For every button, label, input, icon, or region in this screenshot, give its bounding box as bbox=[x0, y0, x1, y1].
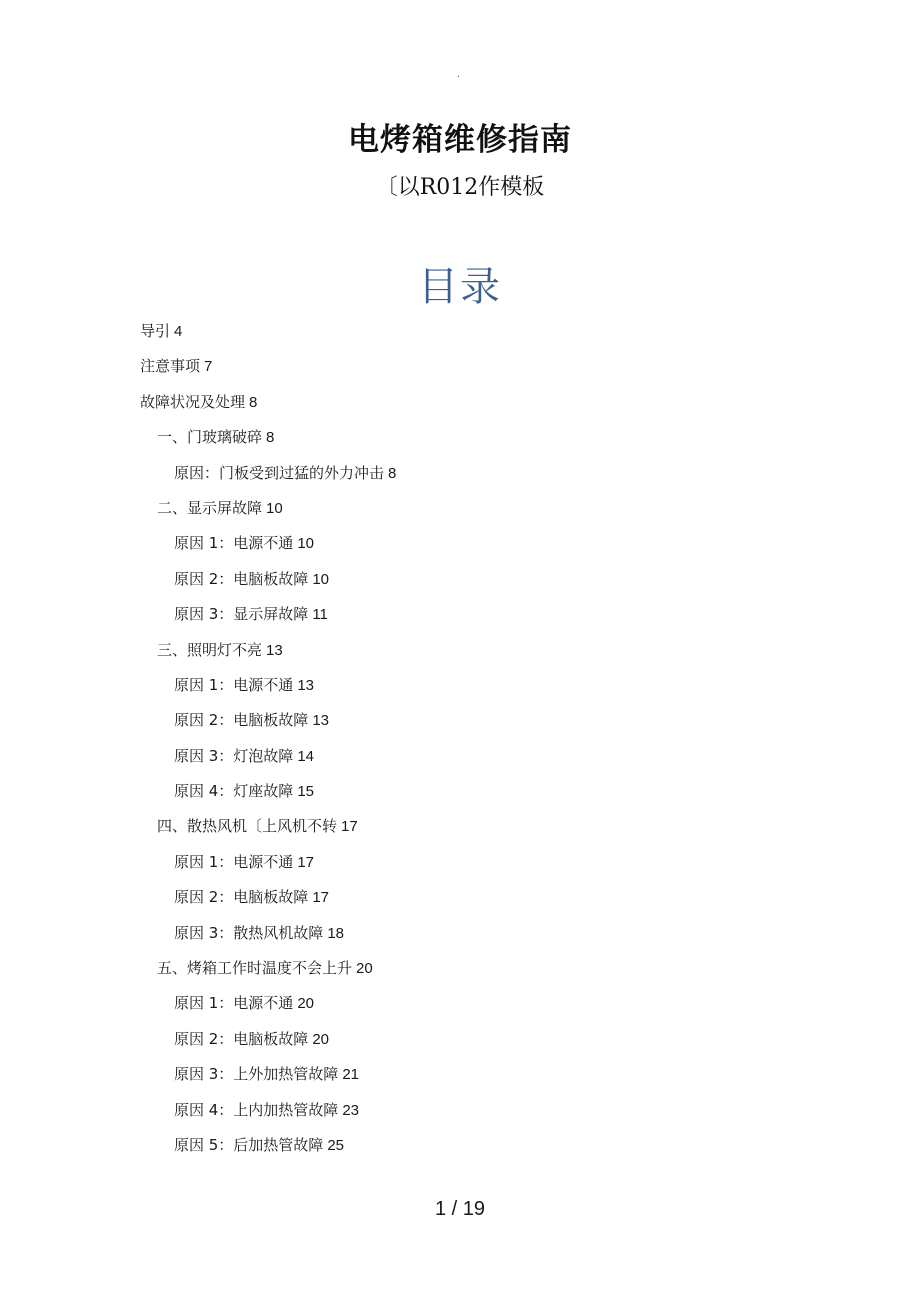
toc-entry-text: 原因 3：灯泡故障 bbox=[174, 746, 294, 765]
toc-entry-page: 13 bbox=[266, 641, 283, 659]
toc-entry-page: 4 bbox=[174, 323, 183, 340]
toc-entry[interactable] bbox=[0, 1061, 920, 1096]
page-number: 1 / 19 bbox=[434, 1198, 486, 1220]
toc-entry-text: 四、散热风机〔上风机不转 bbox=[157, 817, 338, 836]
toc-entry-page: 17 bbox=[312, 889, 329, 907]
table-of-contents bbox=[0, 318, 920, 1167]
toc-entry-page: 13 bbox=[297, 676, 314, 694]
toc-entry-text: 二、显示屏故障 bbox=[157, 498, 263, 517]
toc-entry-text: 原因：门板受到过猛的外力冲击 bbox=[174, 463, 385, 482]
toc-entry[interactable] bbox=[0, 672, 920, 707]
toc-entry-page: 10 bbox=[266, 499, 283, 517]
toc-entry-page: 14 bbox=[297, 747, 314, 765]
toc-entry-text: 五、烤箱工作时温度不会上升 bbox=[157, 959, 353, 978]
toc-entry-text: 原因 4：灯座故障 bbox=[174, 782, 294, 801]
toc-entry[interactable] bbox=[0, 353, 920, 388]
toc-entry-page: 18 bbox=[327, 924, 344, 942]
toc-entry-text: 注意事项 bbox=[140, 357, 201, 376]
toc-entry-text: 一、门玻璃破碎 bbox=[157, 428, 263, 447]
toc-entry-text: 原因 2：电脑板故障 bbox=[174, 711, 309, 730]
toc-entry[interactable] bbox=[0, 424, 920, 459]
toc-entry-page: 25 bbox=[327, 1136, 344, 1154]
toc-entry[interactable] bbox=[0, 318, 920, 353]
toc-entry-page: 20 bbox=[356, 960, 373, 978]
toc-entry[interactable] bbox=[0, 1132, 920, 1167]
toc-entry-text: 原因 1：电源不通 bbox=[174, 852, 294, 871]
toc-entry[interactable] bbox=[0, 813, 920, 848]
toc-entry[interactable] bbox=[0, 495, 920, 530]
toc-entry[interactable] bbox=[0, 530, 920, 565]
toc-heading: 目录 bbox=[418, 264, 502, 310]
toc-entry-page: 13 bbox=[312, 712, 329, 730]
toc-entry-page: 15 bbox=[297, 783, 314, 801]
toc-entry-page: 8 bbox=[249, 393, 258, 411]
toc-entry-text: 原因 2：电脑板故障 bbox=[174, 1029, 309, 1048]
toc-entry-page: 8 bbox=[388, 464, 397, 482]
toc-entry-text: 原因 4：上内加热管故障 bbox=[174, 1100, 339, 1119]
toc-entry[interactable] bbox=[0, 990, 920, 1025]
toc-entry[interactable] bbox=[0, 460, 920, 495]
toc-entry-text: 故障状况及处理 bbox=[140, 392, 246, 411]
toc-entry-page: 20 bbox=[312, 1030, 329, 1048]
toc-entry-page: 17 bbox=[341, 818, 358, 836]
toc-entry-page: 7 bbox=[204, 358, 213, 376]
toc-entry-text: 原因 2：电脑板故障 bbox=[174, 888, 309, 907]
toc-entry-text: 导引 bbox=[140, 322, 171, 340]
toc-entry-text: 原因 1：电源不通 bbox=[174, 994, 294, 1013]
document-subtitle: 〔以R012作模板 bbox=[375, 175, 545, 200]
toc-entry[interactable] bbox=[0, 389, 920, 424]
toc-entry-text: 原因 1：电源不通 bbox=[174, 534, 294, 553]
toc-entry-text: 原因 1：电源不通 bbox=[174, 675, 294, 694]
toc-entry-text: 原因 5：后加热管故障 bbox=[174, 1135, 324, 1154]
header-mark: . bbox=[457, 66, 460, 80]
toc-entry[interactable] bbox=[0, 920, 920, 955]
toc-entry-page: 17 bbox=[297, 853, 314, 871]
toc-entry[interactable] bbox=[0, 743, 920, 778]
document-title: 电烤箱维修指南 bbox=[348, 122, 572, 158]
toc-entry[interactable] bbox=[0, 955, 920, 990]
toc-entry-page: 20 bbox=[297, 995, 314, 1013]
toc-entry-page: 10 bbox=[312, 570, 329, 588]
toc-entry-text: 原因 2：电脑板故障 bbox=[174, 569, 309, 588]
toc-entry[interactable] bbox=[0, 1026, 920, 1061]
toc-entry[interactable] bbox=[0, 1097, 920, 1132]
toc-entry[interactable] bbox=[0, 637, 920, 672]
toc-entry-page: 10 bbox=[297, 535, 314, 553]
toc-entry[interactable] bbox=[0, 849, 920, 884]
toc-entry-page: 23 bbox=[342, 1101, 360, 1119]
toc-entry-text: 三、照明灯不亮 bbox=[157, 640, 263, 659]
toc-entry[interactable] bbox=[0, 884, 920, 919]
toc-entry[interactable] bbox=[0, 707, 920, 742]
toc-entry-text: 原因 3：散热风机故障 bbox=[174, 923, 324, 942]
toc-entry-text: 原因 3：上外加热管故障 bbox=[174, 1065, 339, 1084]
toc-entry-page: 11 bbox=[312, 606, 328, 624]
toc-entry-page: 21 bbox=[342, 1066, 360, 1084]
toc-entry-text: 原因 3：显示屏故障 bbox=[174, 605, 309, 624]
toc-entry-page: 8 bbox=[266, 429, 275, 447]
toc-entry[interactable] bbox=[0, 601, 920, 636]
toc-entry[interactable] bbox=[0, 778, 920, 813]
toc-entry[interactable] bbox=[0, 566, 920, 601]
